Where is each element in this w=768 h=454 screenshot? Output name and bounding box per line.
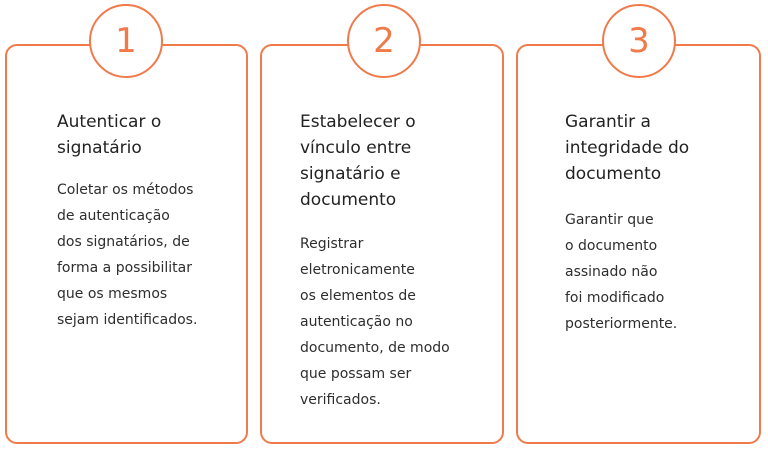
step-title-3: Garantir a integridade do documento	[565, 112, 690, 184]
step-description-3: Garantir que o documento assinado não foi modificado posteriormente.	[565, 212, 678, 332]
step-number: 3	[628, 21, 650, 61]
step-number: 1	[115, 21, 137, 61]
step-number-badge-1	[89, 4, 163, 78]
step-number-badge-2	[347, 4, 421, 78]
step-number: 2	[373, 21, 395, 61]
step-description-2: Registrar eletronicamente os elementos de autenticação no documento, de modo que possam ser verificados.	[300, 236, 450, 408]
step-description-1: Coletar os métodos de autenticação dos signatários, de forma a possibilitar que os mesmos sejam identificados.	[57, 182, 198, 328]
step-number-badge-3	[602, 4, 676, 78]
step-title-1: Autenticar o signatário	[57, 112, 162, 158]
step-title-2: Estabelecer o vínculo entre signatário e documento	[300, 112, 416, 210]
